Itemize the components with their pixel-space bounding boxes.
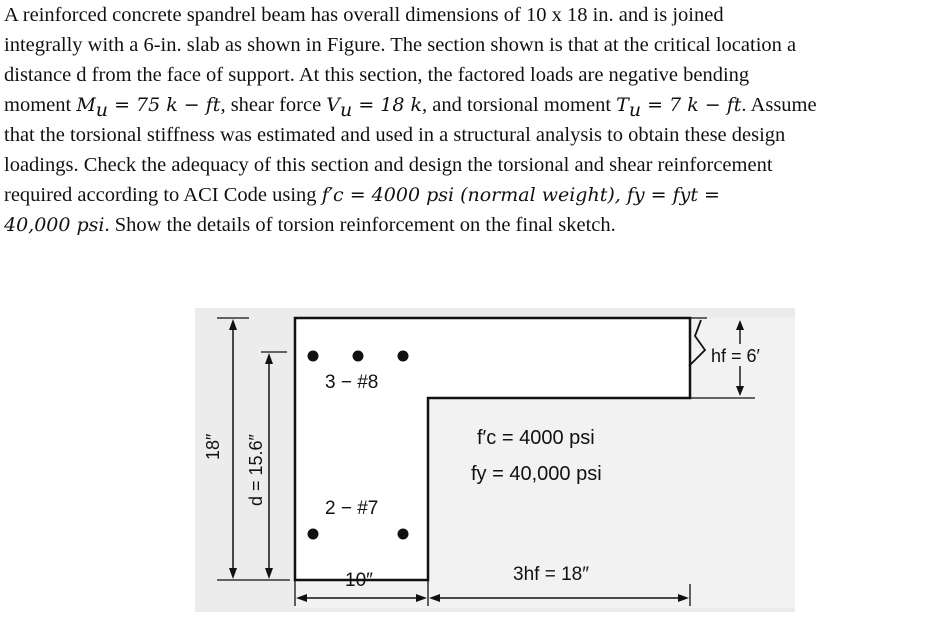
problem-line-2: integrally with a 6-in. slab as shown in Figure. The section shown is that at the critical location a — [4, 34, 797, 56]
height-label: 18″ — [203, 433, 223, 460]
problem-line-3: distance d from the face of support. At this section, the factored loads are negative bending — [4, 64, 750, 86]
mu-symbol: M — [76, 94, 96, 116]
text-moment: moment — [4, 94, 77, 116]
problem-line-7 — [4, 180, 919, 210]
bottom-bars-label: 2 − #7 — [325, 498, 379, 519]
mu-value: = 75 k − ft — [108, 94, 221, 116]
depth-label: d = 15.6″ — [246, 434, 266, 506]
top-bar-3 — [398, 351, 409, 362]
top-bar-2 — [353, 351, 364, 362]
problem-line-5: that the torsional stiffness was estimated and used in a structural analysis to obtain these design — [4, 124, 786, 146]
text-torsion: , and torsional moment — [422, 94, 617, 116]
problem-line-4 — [4, 90, 919, 120]
problem-line-6: loadings. Check the adequacy of this section and design the torsional and shear reinforcement — [4, 154, 773, 176]
mu-subscript: u — [95, 99, 109, 122]
bottom-bar-1 — [308, 529, 319, 540]
problem-line-8 — [4, 210, 919, 240]
text-show-details: . Show the details of torsion reinforcement on the final sketch. — [104, 214, 616, 236]
text-shear: , shear force — [220, 94, 327, 116]
fy-label: fy = 40,000 psi — [471, 463, 602, 485]
fyt-value: 40,000 psi — [4, 214, 105, 236]
top-bar-1 — [308, 351, 319, 362]
problem-statement — [4, 0, 919, 240]
vu-value: = 18 k — [352, 94, 423, 116]
tu-value: = 7 k − ft — [641, 94, 742, 116]
fc-label: f′c = 4000 psi — [477, 427, 595, 449]
problem-line-1: A reinforced concrete spandrel beam has overall dimensions of 10 x 18 in. and is joined — [4, 4, 724, 26]
text-required: required according to ACI Code using — [4, 184, 322, 206]
flange-thickness-label: hf = 6′ — [711, 346, 760, 366]
text-assume: . Assume — [741, 94, 817, 116]
overhang-label: 3hf = 18″ — [513, 564, 589, 585]
web-width-label: 10″ — [345, 570, 373, 591]
beam-section-figure — [195, 308, 795, 612]
beam-section-svg — [195, 308, 795, 612]
tu-subscript: u — [628, 99, 642, 122]
bottom-bar-2 — [398, 529, 409, 540]
tu-symbol: T — [616, 94, 629, 116]
vu-symbol: V — [326, 94, 341, 116]
material-expression: f′c = 4000 psi (normal weight), fy = fyt = — [321, 184, 720, 206]
top-bars-label: 3 − #8 — [325, 372, 379, 393]
vu-subscript: u — [340, 99, 353, 122]
